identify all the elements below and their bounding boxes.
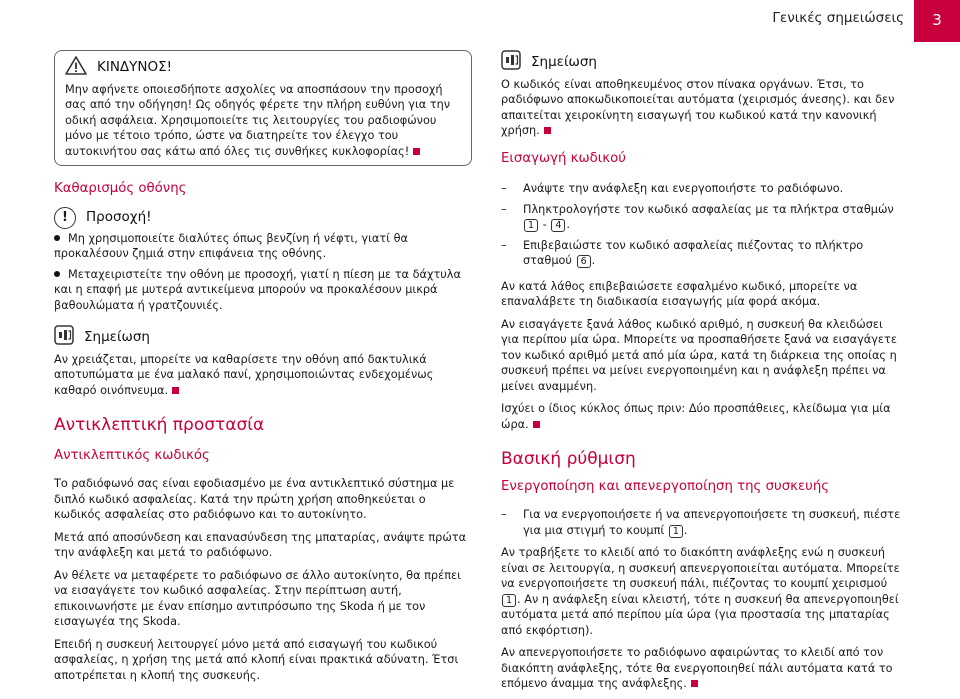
step-item: – Για να ενεργοποιήσετε ή να απενεργοποιήσετε τη συσκευή, πιέστε για μια στιγμή το κουμπί 1 . (501, 508, 901, 537)
note-header (54, 325, 472, 350)
right-column: Σημείωση Ο κωδικός είναι αποθηκευμένος στον πίνακα οργάνων. Έτσι, το ραδιόφωνο αποκωδικοποιείται αυτόματα (χειρισμός άνεσης). και δεν απαιτείται χειροκίνητη εισαγωγή του κωδικού κατά την κανονική χρήση. Εισαγωγή κωδικού – Ανάψτε την ανάφλεξη και ενεργοποιήστε το ραδιόφωνο. – Πληκτρολογήστε τον κωδικό ασφαλείας με τα πλήκτρα σταθμών 1 - 4 . – Επιβεβαιώστε τον κωδικό ασφαλείας πιέζοντας το πλήκτρο σταθμού 6 . Αν κατά λάθος επιβεβαιώσετε εσφαλμένο κωδικό, μπορείτε να επαναλάβετε τη διαδικασία εισαγωγής μία φορά ακόμα. Αν εισαγάγετε ξανά λάθος κωδικό αριθμό, η συσκευή θα κλειδώσει για περίπου μία ώρα. Μπορείτε να προσπαθήσετε ξανά να εισαγάγετε τον κωδικό αριθμό μετά από μία ώρα, κατά τη διάρκεια της οποίας η συσκευή πρέπει να μείνει ενεργοποιημένη και η ανάφλεξη πρέπει να μείνει αναμμένη. Ισχύει ο ίδιος κύκλος όπως πριν: Δύο προσπάθειες, κλείδωμα για μία ώρα. Βασική ρύθμιση Ενεργοποίηση και απενεργοποίηση της συσκευής – Για να ενεργοποιήσετε ή να απενεργοποιήσετε τη συσκευή, πιέστε για μια στιγμή το κουμπί 1 . Αν τραβήξετε το κλειδί από το διακόπτη ανάφλεξης ενώ η συσκευή είναι σε λειτουργία, η συσκευή απενεργοποιείται αυτόματα. Μπορείτε να ενεργοποιήσετε τη συσκευή πάλι, πιέζοντας το κουμπί χειρισμού 1 . Αν η ανάφλεξη είναι κλειστή, τότε η συσκευή θα απενεργοποιηθεί αυτόματα μετά από περίπου μία ώρα (για προστασία της μπαταρίας από εκφόρτιση). Αν απενεργοποιήσετε το ραδιόφωνο αφαιρώντας το κλειδί από τον διακόπτη ανάφλεξης, τότε θα ενεργοποιηθεί πάλι αυτόματα κατά το επόμενο άναμμα της ανάφλεξης. (501, 50, 903, 699)
cleaning-heading: Καθαρισμός οθόνης (54, 181, 187, 196)
danger-box (54, 50, 472, 166)
danger-title: ΚΙΝΔΥΝΟΣ! (97, 59, 173, 75)
note-text: Ο κωδικός είναι αποθηκευμένος στον πίνακα οργάνων. Έτσι, το ραδιόφωνο αποκωδικοποιείται αυτόματα (χειρισμός άνεσης). και δεν απαιτείται χειροκίνητη εισαγωγή του κωδικού κατά την κανονική χρήση. (501, 77, 895, 137)
paragraph: Μετά από αποσύνδεση και επανασύνδεση της μπαταρίας, ανάψτε πρώτα την ανάφλεξη και μετά το ραδιόφωνο. (54, 530, 467, 559)
paragraph: Αν εισαγάγετε ξανά λάθος κωδικό αριθμό, η συσκευή θα κλειδώσει για περίπου μία ώρα. Μπορείτε να προσπαθήσετε ξανά να εισαγάγετε τον κωδικό αριθμό μετά από μία ώρα, κατά τη διάρκεια της οποίας η συσκευή πρέπει να μείνει ενεργοποιημένη και η ανάφλεξη πρέπει να μείνει αναμμένη. (501, 317, 897, 393)
station-key: 6 (577, 255, 591, 268)
paragraph: Το ραδιόφωνό σας είναι εφοδιασμένο με ένα αντικλεπτικό σύστημα με διπλό κωδικό ασφαλείας. Κατά την πρώτη χρήση αποθηκεύεται ο κωδικός ασφαλείας στο ραδιόφωνο και το αυτοκίνητο. (54, 477, 455, 521)
end-marker (172, 387, 179, 394)
paragraph: Επειδή η συσκευή λειτουργεί μόνο μετά από εισαγωγή του κωδικού ασφαλείας, η χρήση της μετά από κλοπή είναι πρακτικά αδύνατη. Έτσι αποτρέπεται η κλοπή της συσκευής. (54, 637, 459, 682)
caution-bullet: Μεταχειριστείτε την οθόνη με προσοχή, γιατί η πίεση με τα δάχτυλα και η επαφή με μυτερά αντικείμενα μπορούν να προκαλέσουν μικρά βαθουλώματα ή γρατζουνιές. (54, 267, 461, 312)
on-off-heading: Ενεργοποίηση και απενεργοποίηση της συσκευής (501, 478, 830, 494)
bullet-dot (54, 235, 60, 241)
caution-title: Προσοχή! (86, 208, 152, 225)
note-text: Αν χρειάζεται, μπορείτε να καθαρίσετε την οθόνη από δακτυλικά αποτυπώματα με ένα μαλακό πανί, χρησιμοποιώντας ενδεχομένως καθαρό οινόπνευμα. (54, 352, 434, 397)
control-key: 1 (502, 594, 516, 607)
control-key: 1 (669, 525, 683, 538)
caution-bullet: Μη χρησιμοποιείτε διαλύτες όπως βενζίνη ή νέφτι, γιατί θα προκαλέσουν ζημιά στην επιφάνεια της οθόνης. (54, 231, 408, 260)
paragraph: Ισχύει ο ίδιος κύκλος όπως πριν: Δύο προσπάθειες, κλείδωμα για μία ώρα. (501, 402, 891, 431)
bullet-dot (54, 271, 60, 277)
page-number-badge: 3 (914, 0, 960, 42)
paragraph: Αν απενεργοποιήσετε το ραδιόφωνο αφαιρώντας το κλειδί από τον διακόπτη ανάφλεξης, τότε θα ενεργοποιηθεί πάλι αυτόματα κατά το επόμενο άναμμα της ανάφλεξης. (501, 646, 893, 690)
note-icon (501, 50, 521, 75)
antitheft-code-heading: Αντικλεπτικός κωδικός (54, 447, 210, 463)
note-box (501, 50, 903, 139)
end-marker (413, 148, 420, 155)
end-marker (533, 421, 540, 428)
caution-exclamation-icon: ! (54, 207, 76, 229)
code-entry-heading: Εισαγωγή κωδικού (501, 150, 626, 166)
step-item: – Επιβεβαιώστε τον κωδικό ασφαλείας πιέζοντας το πλήκτρο σταθμού 6 . (501, 238, 864, 267)
end-marker (544, 127, 551, 134)
note-icon (54, 325, 74, 350)
step-item: – Ανάψτε την ανάφλεξη και ενεργοποιήστε το ραδιόφωνο. (501, 182, 844, 195)
paragraph: Αν θέλετε να μεταφέρετε το ραδιόφωνο σε άλλο αυτοκίνητο, θα πρέπει να εισαγάγετε τον κωδικό ασφαλείας. Στην περίπτωση αυτή, επικοινωνήστε με έναν επίσημο αντιπρόσωπο της Skoda ή με τον εισαγωγέα της Skoda. (54, 568, 461, 628)
step-item: – Πληκτρολογήστε τον κωδικό ασφαλείας με τα πλήκτρα σταθμών 1 - 4 . (501, 202, 894, 231)
warning-triangle-icon (65, 56, 87, 80)
antitheft-heading: Αντικλεπτική προστασία (54, 415, 265, 435)
station-key: 4 (551, 219, 565, 232)
danger-text: Μην αφήνετε οποιεσδήποτε ασχολίες να αποσπάσουν την προσοχή σας από την οδήγηση! Ως οδηγός φέρετε την πλήρη ευθύνη για την οδική ασφάλεια. Χρησιμοποιείτε τις λειτουργίες του ραδιοφώνου μόνο με τέτοιο τρόπο, ώστε να διατηρείτε τον έλεγχο του αυτοκινήτου σας κάτω από όλες τις συνθήκες κυκλοφορίας! (65, 82, 451, 158)
paragraph: Αν τραβήξετε το κλειδί από το διακόπτη ανάφλεξης ενώ η συσκευή είναι σε λειτουργία, η συσκευή απενεργοποιείται αυτόματα. Μπορείτε να ενεργοποιήσετε τη συσκευή πάλι, πιέζοντας το κουμπί χειρισμού (501, 546, 900, 590)
caution-header (54, 207, 472, 229)
note-title: Σημείωση (84, 328, 150, 345)
note-title: Σημείωση (531, 53, 597, 70)
end-marker (691, 680, 698, 687)
paragraph: Αν κατά λάθος επιβεβαιώσετε εσφαλμένο κωδικό, μπορείτε να επαναλάβετε τη διαδικασία εισαγωγής μία φορά ακόμα. (501, 279, 858, 308)
page-header-title: Γενικές σημειώσεις (772, 10, 904, 26)
left-column (54, 50, 472, 690)
basic-setting-heading: Βασική ρύθμιση (501, 449, 636, 469)
station-key: 1 (524, 219, 538, 232)
